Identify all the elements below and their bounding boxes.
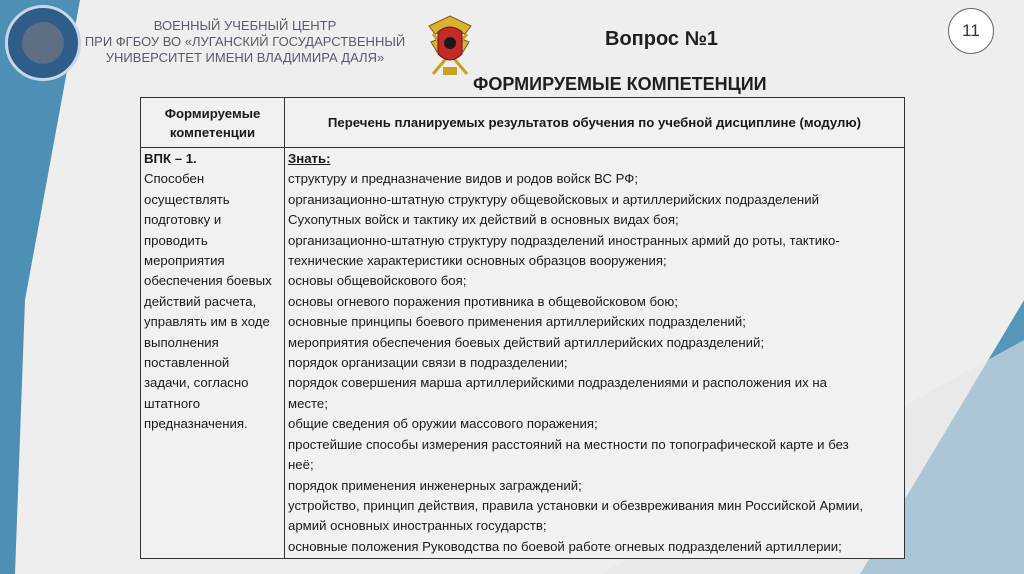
organization-name: [60, 18, 430, 66]
artillery-emblem: [425, 12, 475, 82]
table-header-row: [141, 98, 905, 148]
result-line: армий основных иностранных государств;: [288, 518, 547, 534]
page-number-badge: 11: [948, 8, 994, 54]
competence-line: управлять им в ходе: [144, 314, 270, 330]
competence-line: проводить: [144, 232, 208, 248]
result-line: неё;: [288, 457, 314, 473]
competence-line: Способен: [144, 171, 205, 187]
col-header-results: Перечень планируемых результатов обучения по учебной дисциплине (модулю): [285, 98, 905, 148]
col1-header-line: Формируемые: [164, 105, 261, 121]
competence-line: обеспечения боевых: [144, 273, 272, 289]
result-line: основные положения Руководства по боевой работе огневых подразделений артиллерии;: [288, 538, 842, 554]
result-line: простейшие способы измерения расстояний на местности по топографической карте и без: [288, 436, 849, 452]
results-cell: [285, 148, 905, 559]
result-line: Сухопутных войск и тактику их действий в основных видах боя;: [288, 212, 679, 228]
result-line: организационно-штатную структуру подразделений иностранных армий до роты, тактико-: [288, 232, 840, 248]
question-title: Вопрос №1: [605, 28, 719, 50]
competencies-table: [140, 97, 905, 559]
competence-line: выполнения: [144, 334, 219, 350]
org-line-3: УНИВЕРСИТЕТ ИМЕНИ ВЛАДИМИРА ДАЛЯ»: [105, 50, 385, 65]
monument-icon: [22, 22, 64, 64]
competence-line: подготовку и: [144, 212, 222, 228]
result-line: порядок применения инженерных заграждений;: [288, 477, 582, 493]
result-line: основы огневого поражения противника в общевойсковом бою;: [288, 293, 678, 309]
result-line: структуру и предназначение видов и родов войск ВС РФ;: [288, 171, 638, 187]
result-line: основные принципы боевого применения артиллерийских подразделений;: [288, 314, 746, 330]
competence-line: предназначения.: [144, 416, 248, 432]
result-line: основы общевойскового боя;: [288, 273, 467, 289]
col1-header-line: компетенции: [169, 124, 256, 140]
result-line: технические характеристики основных образцов вооружения;: [288, 253, 667, 269]
page-title: ФОРМИРУЕМЫЕ КОМПЕТЕНЦИИ: [473, 74, 767, 94]
competence-line: поставленной: [144, 355, 230, 371]
know-label: Знать:: [288, 151, 331, 166]
result-line: порядок организации связи в подразделении;: [288, 355, 568, 371]
result-line: устройство, принцип действия, правила установки и обезвреживания мин Российской Армии,: [288, 497, 864, 513]
competence-code: ВПК – 1.: [144, 151, 197, 166]
competence-line: штатного: [144, 395, 201, 411]
org-line-1: ВОЕННЫЙ УЧЕБНЫЙ ЦЕНТР: [153, 18, 337, 33]
competence-line: мероприятия: [144, 253, 225, 269]
result-line: общие сведения об оружии массового поражения;: [288, 416, 598, 432]
col-header-competencies: [141, 98, 285, 148]
table-row: [141, 148, 905, 559]
result-line: порядок совершения марша артиллерийскими подразделениями и расположения их на: [288, 375, 827, 391]
competence-cell: [141, 148, 285, 559]
result-line: месте;: [288, 395, 328, 411]
competence-line: задачи, согласно: [144, 375, 249, 391]
competence-line: действий расчета,: [144, 293, 257, 309]
org-line-2: ПРИ ФГБОУ ВО «ЛУГАНСКИЙ ГОСУДАРСТВЕННЫЙ: [84, 34, 406, 49]
competence-line: осуществлять: [144, 191, 230, 207]
result-line: мероприятия обеспечения боевых действий артиллерийских подразделений;: [288, 334, 765, 350]
result-line: организационно-штатную структуру общевойсковых и артиллерийских подразделений: [288, 191, 819, 207]
